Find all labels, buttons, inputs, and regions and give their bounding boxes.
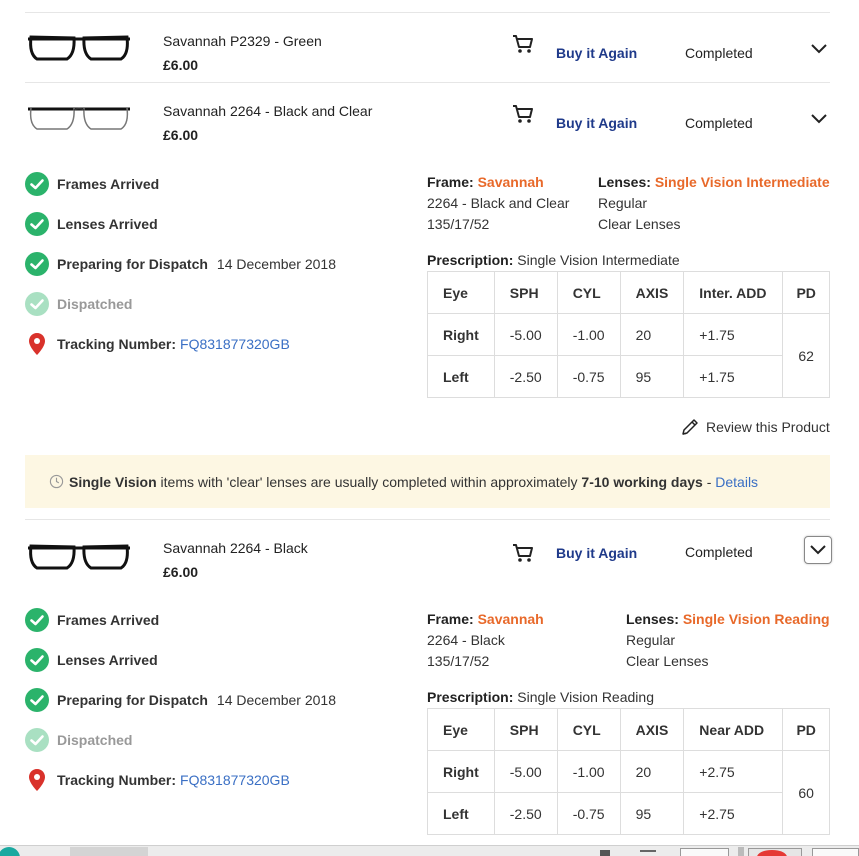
product-name[interactable]: Savannah P2329 - Green [163,33,322,49]
buy-again-button[interactable]: Buy it Again [556,45,638,61]
product-row [0,12,859,82]
column-header: PD [783,272,830,314]
location-pin-icon [25,332,49,356]
column-header: Near ADD [684,709,783,751]
frame-name-link[interactable]: Savannah [477,174,544,190]
column-header: SPH [494,709,557,751]
step-label: Frames Arrived [57,612,160,628]
table-cell: -5.00 [494,314,557,356]
notice-bold-text: Single Vision [69,473,157,490]
lens-thickness: Regular [598,195,648,211]
step-label: Lenses Arrived [57,652,158,668]
lenses-label: Lenses: [626,611,679,627]
check-circle-icon [25,728,49,752]
frame-label: Frame: [427,611,474,627]
notice-separator: - [702,473,716,490]
check-circle-icon [25,688,49,712]
expand-toggle[interactable] [805,105,833,133]
lens-coating: Clear Lenses [598,216,681,232]
prescription-heading [427,250,680,271]
frame-model: 2264 - Black and Clear [427,195,570,211]
cart-icon[interactable] [512,543,534,563]
table-cell: -2.50 [494,356,557,398]
taskbar-item[interactable] [70,847,148,856]
taskbar [0,845,859,856]
check-circle-icon [25,648,49,672]
table-cell: +2.75 [684,793,783,835]
tracking-number-link[interactable]: FQ831877320GB [180,336,290,352]
table-cell: 95 [620,793,684,835]
table-cell: Left [428,793,495,835]
step-date: 14 December 2018 [216,692,336,708]
table-cell: -2.50 [494,793,557,835]
lens-type-link[interactable]: Single Vision Intermediate [654,174,830,190]
table-header-row [428,709,830,751]
notice-text: items with 'clear' lenses are usually completed within approximately [156,473,582,490]
review-label: Review this Product [706,419,830,435]
table-cell: -1.00 [557,751,620,793]
table-cell: -5.00 [494,751,557,793]
buy-again-button[interactable]: Buy it Again [556,115,638,131]
lens-details [598,172,838,235]
chevron-down-icon [810,545,826,555]
step-tracking [25,768,290,792]
column-header: AXIS [620,709,684,751]
chevron-down-icon [811,44,827,54]
table-cell: +1.75 [684,314,783,356]
tracking-label: Tracking Number: [57,772,177,788]
notice-duration: 7-10 working days [581,473,703,490]
step-label: Frames Arrived [57,176,160,192]
column-header: CYL [557,709,620,751]
column-header: Inter. ADD [684,272,783,314]
table-row [428,751,830,793]
prescription-type: Single Vision Intermediate [517,252,680,268]
prescription-label: Prescription: [427,252,514,268]
expand-toggle[interactable] [805,35,833,63]
glasses-thumbnail-icon[interactable] [25,24,133,66]
check-circle-icon [25,292,49,316]
table-cell: Right [428,751,495,793]
step-dispatched [25,728,132,752]
step-frames-arrived [25,608,159,632]
check-circle-icon [25,608,49,632]
buy-again-button[interactable]: Buy it Again [556,545,638,561]
step-label: Preparing for Dispatch [57,692,208,708]
frame-label: Frame: [427,174,474,190]
step-label: Lenses Arrived [57,216,158,232]
frame-details [427,172,597,235]
cart-icon[interactable] [512,104,534,124]
lens-coating: Clear Lenses [626,653,709,669]
column-header: PD [783,709,830,751]
product-price: £6.00 [163,127,199,143]
prescription-table [427,271,830,398]
table-cell: -1.00 [557,314,620,356]
check-circle-icon [25,252,49,276]
product-row [0,519,859,589]
check-circle-icon [25,212,49,236]
prescription-table [427,708,830,835]
table-cell: -0.75 [557,793,620,835]
step-tracking [25,332,290,356]
table-cell: +1.75 [684,356,783,398]
taskbar-window-thumb[interactable] [680,848,729,856]
step-preparing [25,688,336,712]
step-date: 14 December 2018 [216,256,336,272]
product-price: £6.00 [163,564,199,580]
step-label: Dispatched [57,732,133,748]
table-cell: 20 [620,751,684,793]
glasses-thumbnail-icon[interactable] [25,94,133,136]
product-name[interactable]: Savannah 2264 - Black [163,540,308,556]
order-status: Completed [685,45,753,61]
table-cell: Left [428,356,495,398]
volume-icon[interactable] [640,850,656,856]
frame-name-link[interactable]: Savannah [477,611,544,627]
step-frames-arrived [25,172,159,196]
tracking-label: Tracking Number: [57,336,177,352]
prescription-heading [427,687,654,708]
product-name[interactable]: Savannah 2264 - Black and Clear [163,103,373,119]
taskbar-window-thumb[interactable] [748,848,802,856]
table-cell: 95 [620,356,684,398]
review-product-link[interactable] [680,417,830,437]
taskbar-window-thumb[interactable] [812,848,859,856]
location-pin-icon [25,768,49,792]
pd-cell: 60 [783,751,830,835]
table-cell: 20 [620,314,684,356]
step-lenses-arrived [25,648,158,672]
frame-size: 135/17/52 [427,653,490,669]
prescription-label: Prescription: [427,689,514,705]
table-cell: +2.75 [684,751,783,793]
turnaround-notice [25,455,830,508]
order-status: Completed [685,115,753,131]
product-row [0,82,859,152]
table-header-row [428,272,830,314]
chevron-up-icon [811,114,827,124]
step-preparing [25,252,336,276]
cart-icon[interactable] [512,34,534,54]
table-row [428,356,830,398]
step-label: Preparing for Dispatch [57,256,208,272]
step-lenses-arrived [25,212,158,236]
column-header: SPH [494,272,557,314]
table-row [428,793,830,835]
glasses-thumbnail-icon[interactable] [25,533,133,575]
start-button-icon[interactable] [0,847,20,856]
prescription-type: Single Vision Reading [517,689,654,705]
step-dispatched [25,292,132,316]
table-row [428,314,830,356]
taskbar-separator [738,847,744,856]
column-header: Eye [428,272,495,314]
clock-icon [49,474,64,489]
order-status: Completed [685,544,753,560]
table-cell: Right [428,314,495,356]
frame-details [427,609,617,672]
expand-toggle[interactable] [804,536,832,564]
step-label: Dispatched [57,296,133,312]
tracking-number-link[interactable]: FQ831877320GB [180,772,290,788]
column-header: CYL [557,272,620,314]
frame-model: 2264 - Black [427,632,505,648]
column-header: AXIS [620,272,684,314]
lenses-label: Lenses: [598,174,651,190]
lens-type-link[interactable]: Single Vision Reading [682,611,830,627]
product-price: £6.00 [163,57,199,73]
tray-icon[interactable] [600,850,610,856]
pd-cell: 62 [783,314,830,398]
lens-details [626,609,841,672]
frame-size: 135/17/52 [427,216,490,232]
lens-thickness: Regular [626,632,676,648]
table-cell: -0.75 [557,356,620,398]
check-circle-icon [25,172,49,196]
pencil-icon [680,417,700,437]
column-header: Eye [428,709,495,751]
details-link[interactable]: Details [715,473,759,490]
